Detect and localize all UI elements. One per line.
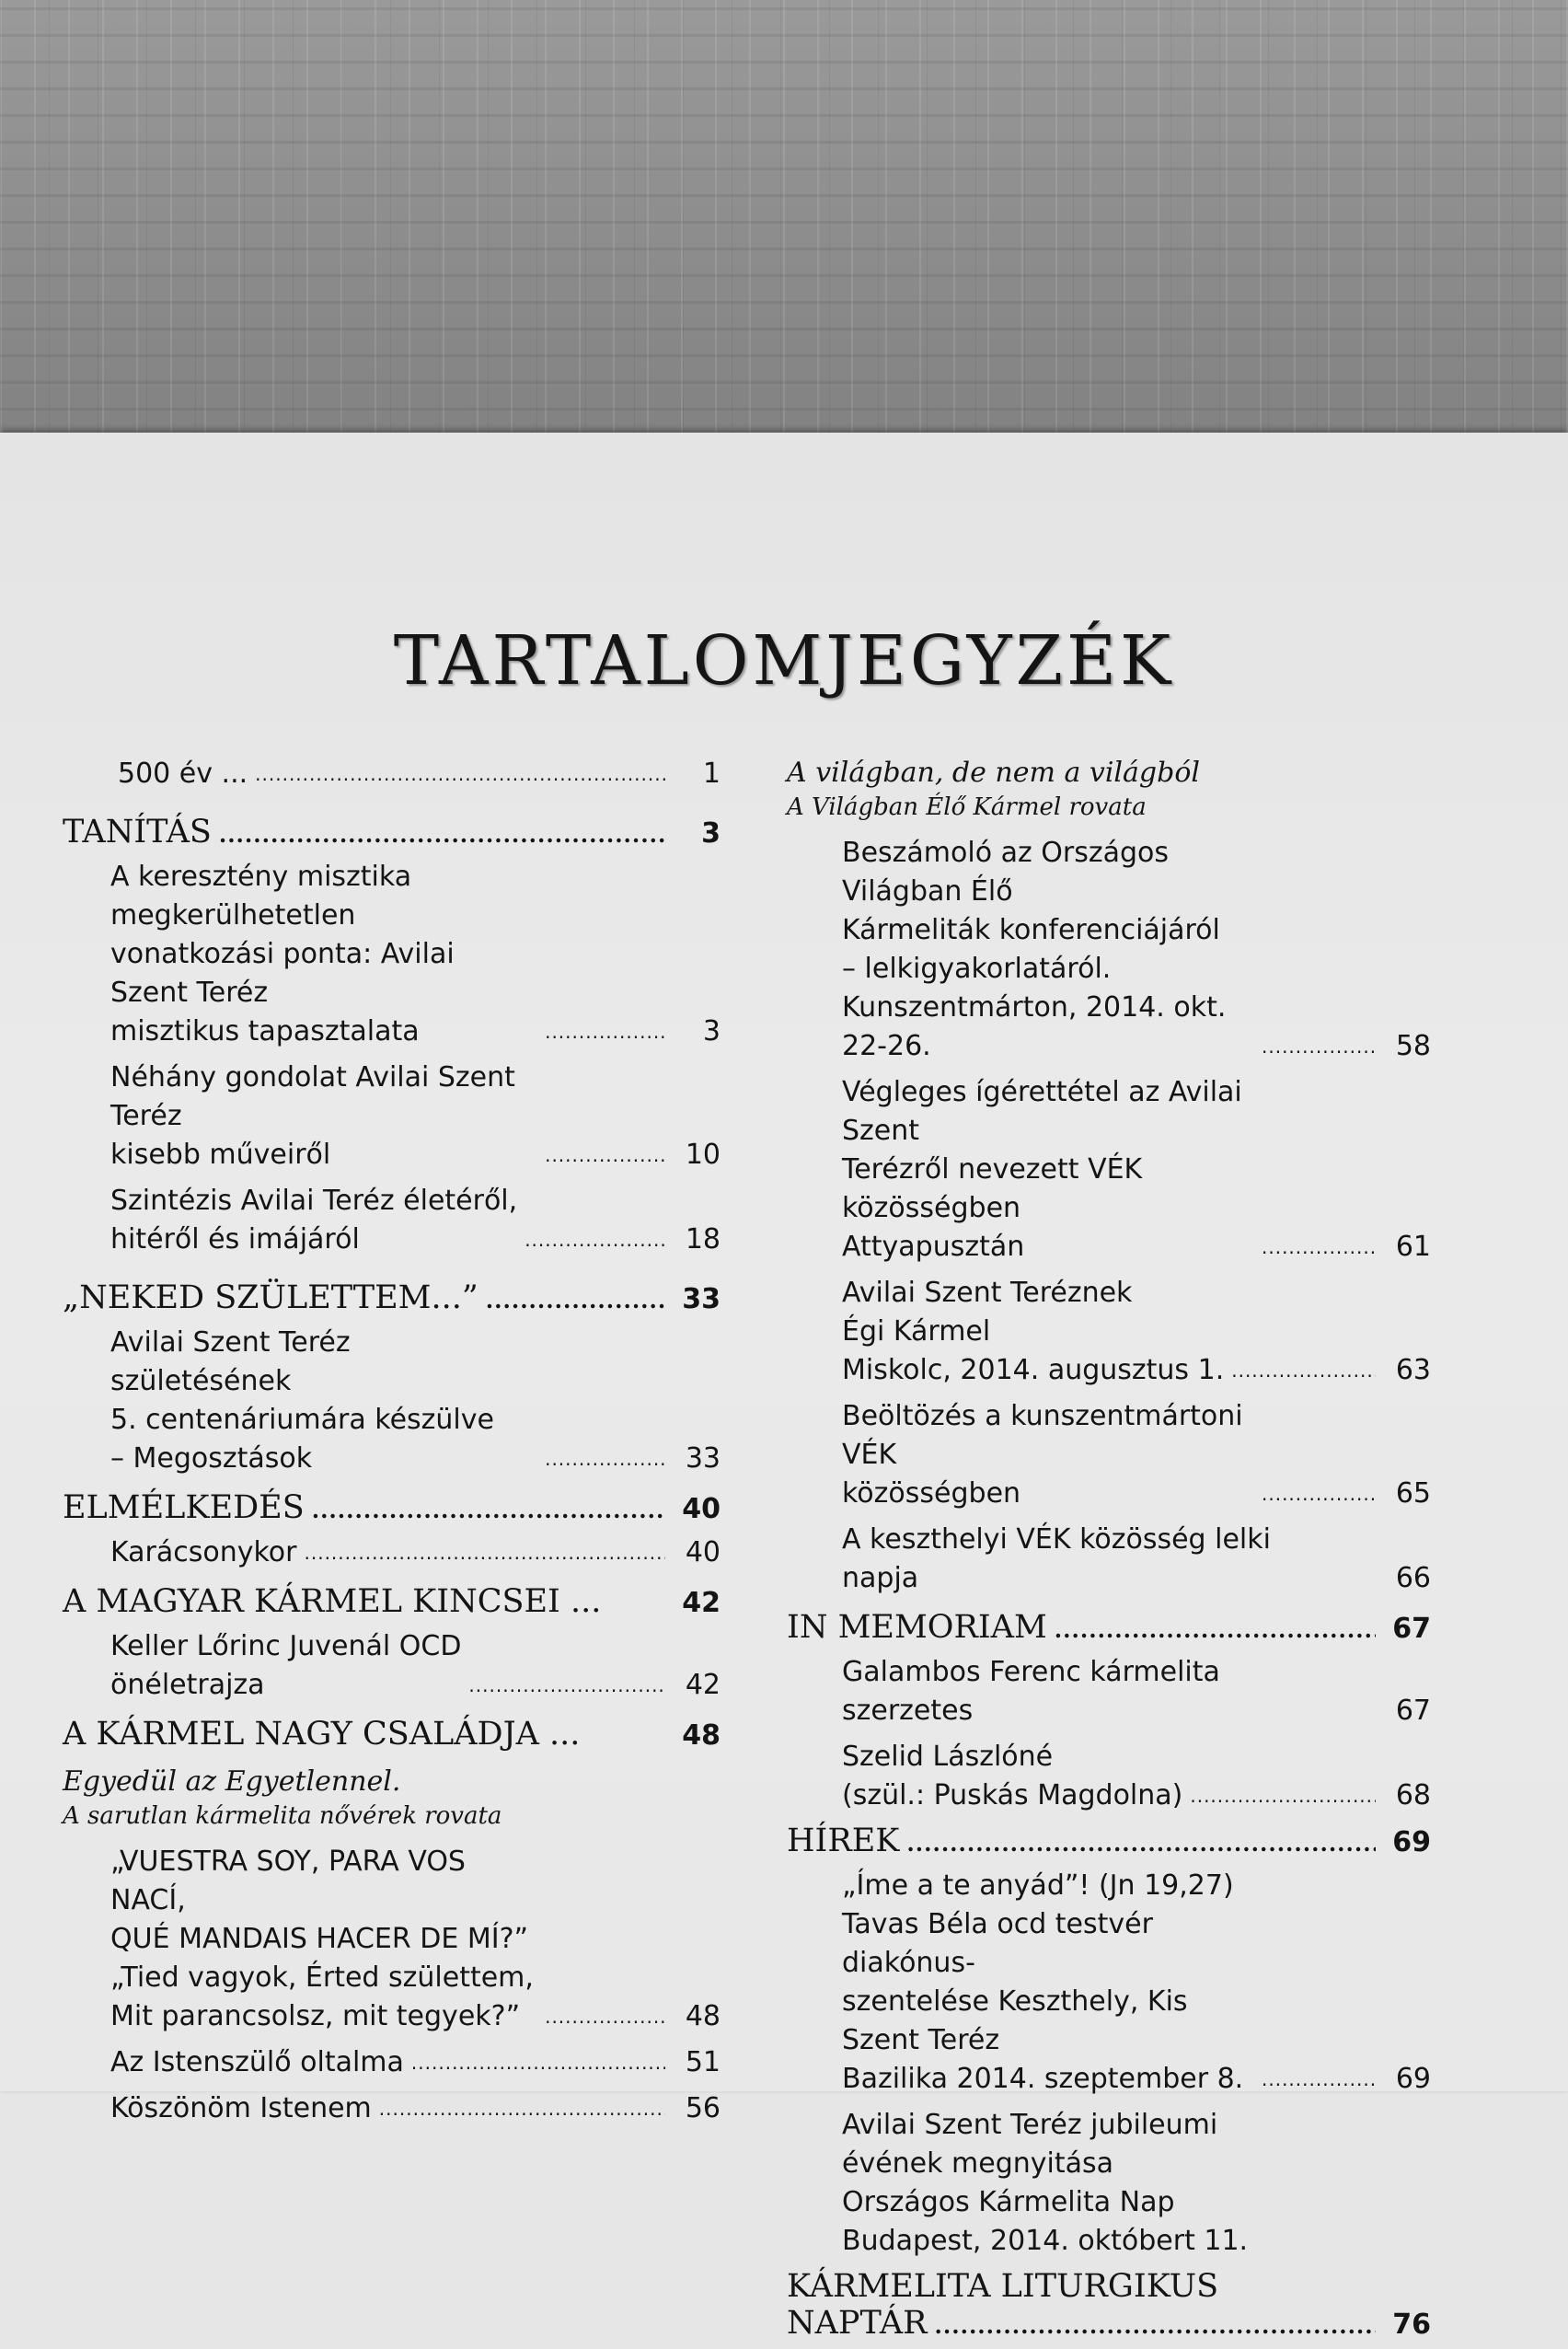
toc-section-heading: NAPTÁR ..... 76	[787, 2305, 1431, 2342]
page-number: 48	[685, 2000, 721, 2032]
column-rubric-subtitle: A sarutlan kármelita nővérek rovata	[63, 1802, 502, 1830]
page-title: TARTALOMJEGYZÉK	[393, 621, 1175, 700]
leader-dots	[545, 2003, 665, 2031]
background-surface	[0, 0, 1568, 437]
toc-entry: Avilai Szent Teréznek Égi Kármel Miskolc, 2014. augusztus 1. ..... 63	[787, 1274, 1431, 1390]
page-number: 42	[685, 1669, 721, 1701]
toc-entry: Szintézis Avilai Teréz életéről, hitéről és imájáról ..... 18	[63, 1182, 721, 1259]
toc-entry: Avilai Szent Teréz születésének 5. centenáriumára készülve – Megosztások ..... 33	[63, 1324, 721, 1478]
leader-dots	[486, 1287, 665, 1313]
leader-dots	[255, 760, 665, 788]
column-rubric-title: A világban, de nem a világból	[787, 757, 1200, 789]
leader-dots	[219, 821, 665, 848]
toc-entry: Beszámoló az Országos Világban Élő Kármeliták konferenciájáról – lelkigyakorlatáról. Kunszentmárton, 2014. okt. 22-26. ..... 58	[787, 834, 1431, 1066]
page-number: 67	[1395, 1695, 1431, 1727]
page-number: 33	[682, 1283, 721, 1315]
leader-dots	[545, 1018, 665, 1046]
leader-dots	[1262, 1233, 1376, 1261]
toc-section-heading: A KÁRMEL NAGY CSALÁDJA ... 48	[63, 1716, 721, 1753]
page-number: 3	[701, 817, 721, 850]
toc-entry: 500 év ... ..... 1	[63, 755, 721, 793]
page-number: 18	[685, 1223, 721, 1256]
toc-entry: „VUESTRA SOY, PARA VOS NACÍ, QUÉ MANDAIS HACER DE MÍ?” „Tied vagyok, Érted születtem, Mit parancsolsz, mit tegyek?” ..... 48	[63, 1843, 721, 2036]
page-number: 76	[1392, 2308, 1431, 2341]
toc-entry: Szelid Lászlóné (szül.: Puskás Magdolna) ..... 68	[787, 1738, 1431, 1815]
leader-dots	[411, 2049, 665, 2077]
toc-entry: A keresztény misztika megkerülhetetlen vonatkozási ponta: Avilai Szent Teréz misztikus tapasztalata ..... 3	[63, 858, 721, 1051]
toc-entry: Köszönöm Istenem ..... 56	[63, 2089, 721, 2128]
toc-entry: Végleges ígérettétel az Avilai Szent Terézről nevezett VÉK közösségben Attyapusztán ..... 61	[787, 1073, 1431, 1267]
toc-section-heading: KÁRMELITA LITURGIKUS	[787, 2268, 1219, 2305]
toc-entry: Galambos Ferenc kármelita szerzetes 67	[787, 1653, 1431, 1730]
page-number: 3	[702, 1015, 721, 1047]
page-number: 42	[682, 1587, 721, 1619]
toc-left-column	[63, 755, 721, 2135]
leader-dots	[305, 1539, 666, 1567]
toc-entry: Beöltözés a kunszentmártoni VÉK közösségben ..... 65	[787, 1397, 1431, 1513]
toc-section-heading: „NEKED SZÜLETTEM...” ..... 33	[63, 1279, 721, 1316]
page-number: 69	[1392, 1826, 1431, 1858]
leader-dots	[1262, 2066, 1376, 2093]
page-number: 69	[1395, 2063, 1431, 2095]
page-number: 33	[685, 1442, 721, 1475]
leader-dots	[545, 1445, 665, 1473]
toc-section-heading: HÍREK ..... 69	[787, 1822, 1431, 1859]
page-number: 63	[1395, 1354, 1431, 1386]
page-number: 51	[685, 2046, 721, 2078]
column-rubric-subtitle: A Világban Élő Kármel rovata	[787, 793, 1147, 821]
page-number: 65	[1395, 1477, 1431, 1510]
page-number: 67	[1392, 1613, 1431, 1645]
leader-dots	[906, 1830, 1376, 1857]
toc-right-column	[787, 755, 1431, 2349]
toc-entry: Néhány gondolat Avilai Szent Teréz kisebb műveiről ..... 10	[63, 1059, 721, 1174]
page-number: 40	[682, 1493, 721, 1525]
page-number: 48	[682, 1719, 721, 1752]
leader-dots	[379, 2095, 665, 2123]
leader-dots	[1262, 1033, 1376, 1060]
leader-dots	[545, 1141, 665, 1169]
toc-entry: „Íme a te anyád”! (Jn 19,27) Tavas Béla ocd testvér diakónus- szentelése Keszthely, Kis Szent Teréz Bazilika 2014. szeptember 8. ..... 69	[787, 1867, 1431, 2099]
toc-section-heading: ELMÉLKEDÉS ..... 40	[63, 1489, 721, 1526]
page-number: 56	[685, 2092, 721, 2124]
leader-dots	[1055, 1616, 1376, 1643]
page-number: 61	[1395, 1231, 1431, 1263]
toc-section-heading: IN MEMORIAM ..... 67	[787, 1609, 1431, 1646]
leader-dots	[468, 1672, 665, 1699]
toc-entry: Az Istenszülő oltalma ..... 51	[63, 2043, 721, 2082]
page-number: 1	[702, 758, 721, 790]
toc-entry: Avilai Szent Teréz jubileumi évének megnyitása Országos Kármelita Nap Budapest, 2014. októbert 11.	[842, 2109, 1249, 2257]
toc-section-heading: A MAGYAR KÁRMEL KINCSEI ... 42	[63, 1583, 721, 1620]
page-number: 40	[685, 1536, 721, 1568]
leader-dots	[525, 1226, 665, 1254]
toc-section-heading: TANÍTÁS ..... 3	[63, 814, 721, 850]
leader-dots	[1190, 1782, 1376, 1810]
page-number: 10	[685, 1139, 721, 1171]
page-number: 66	[1395, 1562, 1431, 1594]
toc-entry: Keller Lőrinc Juvenál OCD önéletrajza ..... 42	[63, 1627, 721, 1705]
toc-entry: A keszthelyi VÉK közösség lelki napja 66	[787, 1521, 1431, 1598]
leader-dots	[935, 2312, 1376, 2339]
page-number: 68	[1395, 1779, 1431, 1811]
leader-dots	[1231, 1357, 1376, 1384]
column-rubric-title: Egyedül az Egyetlennel.	[63, 1765, 401, 1798]
leader-dots	[1262, 1480, 1376, 1508]
leader-dots	[312, 1497, 665, 1523]
toc-entry: Karácsonykor ..... 40	[63, 1533, 721, 1572]
page-number: 58	[1395, 1030, 1431, 1062]
